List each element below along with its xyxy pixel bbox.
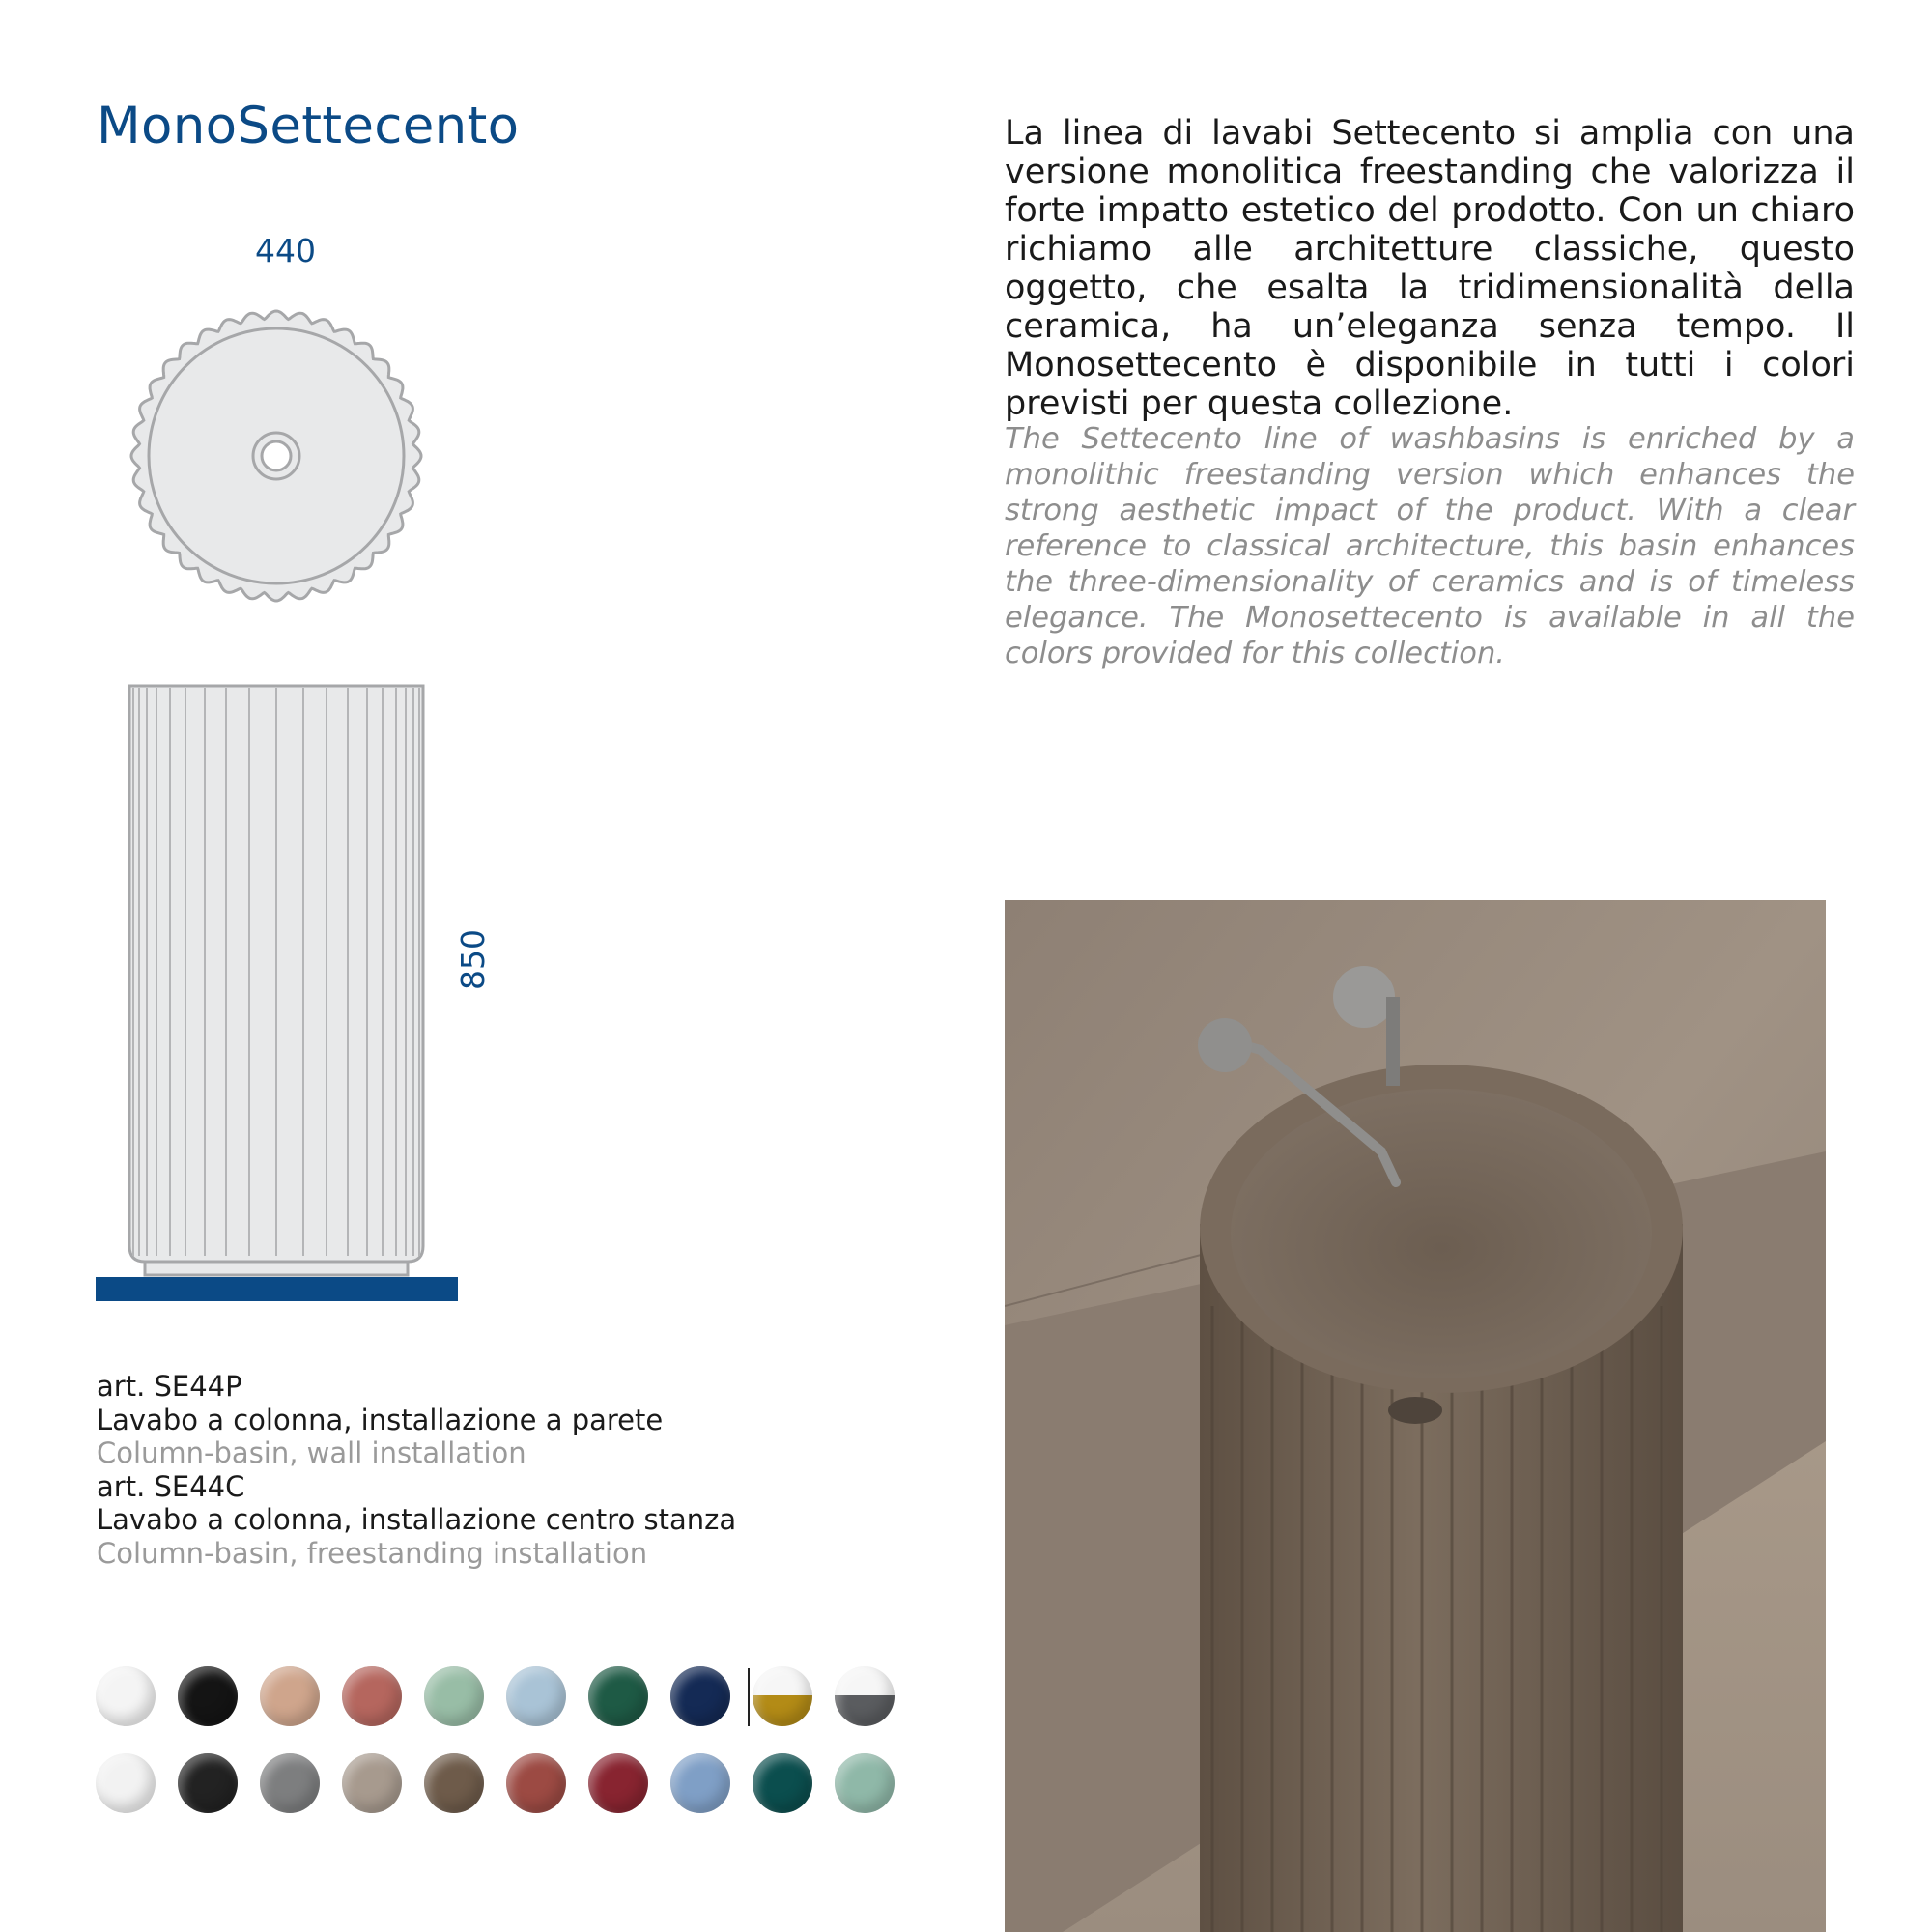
article-description-italian: Lavabo a colonna, installazione centro stanza	[97, 1503, 737, 1536]
color-swatch	[835, 1666, 895, 1726]
article-code: art. SE44C	[97, 1469, 245, 1503]
description-italian: La linea di lavabi Settecento si amplia con una versione monolitica freestanding che valorizza il forte impatto estetico del prodotto. Con un chiaro richiamo alle architetture classiche, questo oggetto, che esalta la tridimensionalità della ceramica, ha un’eleganza senza tempo. Il Monosettecento è disponibile in tutti i colori previsti per questa collezione.	[1005, 114, 1855, 423]
color-swatch	[670, 1753, 730, 1813]
color-swatch	[342, 1666, 402, 1726]
color-swatch	[670, 1666, 730, 1726]
color-swatch	[835, 1753, 895, 1813]
width-dimension-label: 440	[255, 232, 316, 270]
color-swatch	[506, 1753, 566, 1813]
article-description-italian: Lavabo a colonna, installazione a parete	[97, 1403, 664, 1436]
color-swatch	[96, 1666, 156, 1726]
top-view-drawing	[122, 301, 431, 611]
color-swatch	[342, 1753, 402, 1813]
color-swatch	[424, 1753, 484, 1813]
product-photo	[1005, 900, 1826, 1932]
color-swatch	[260, 1753, 320, 1813]
color-swatch	[588, 1666, 648, 1726]
article-list	[97, 1370, 736, 1570]
floor-line	[96, 1277, 458, 1301]
color-swatch	[506, 1666, 566, 1726]
color-swatch	[96, 1753, 156, 1813]
page-title: MonoSettecento	[97, 97, 520, 156]
color-swatch	[424, 1666, 484, 1726]
article-description-english: Column-basin, freestanding installation	[97, 1536, 648, 1570]
color-swatch	[753, 1753, 812, 1813]
color-swatch	[260, 1666, 320, 1726]
height-dimension-label: 850	[454, 929, 492, 990]
color-swatch	[178, 1666, 238, 1726]
color-swatch	[588, 1753, 648, 1813]
color-swatch	[178, 1753, 238, 1813]
color-swatch	[753, 1666, 812, 1726]
side-view-drawing	[122, 676, 440, 1285]
article-description-english: Column-basin, wall installation	[97, 1436, 526, 1469]
article-code: art. SE44P	[97, 1370, 242, 1403]
swatch-separator	[748, 1668, 750, 1726]
color-swatches	[96, 1666, 907, 1821]
description-english: The Settecento line of washbasins is enriched by a monolithic freestanding version which enhances the strong aesthetic impact of the product. With a clear reference to classical architecture, this basin enhances the three-dimensionality of ceramics and is of timeless elegance. The Monosettecento is available in all the colors provided for this collection.	[1005, 422, 1855, 670]
